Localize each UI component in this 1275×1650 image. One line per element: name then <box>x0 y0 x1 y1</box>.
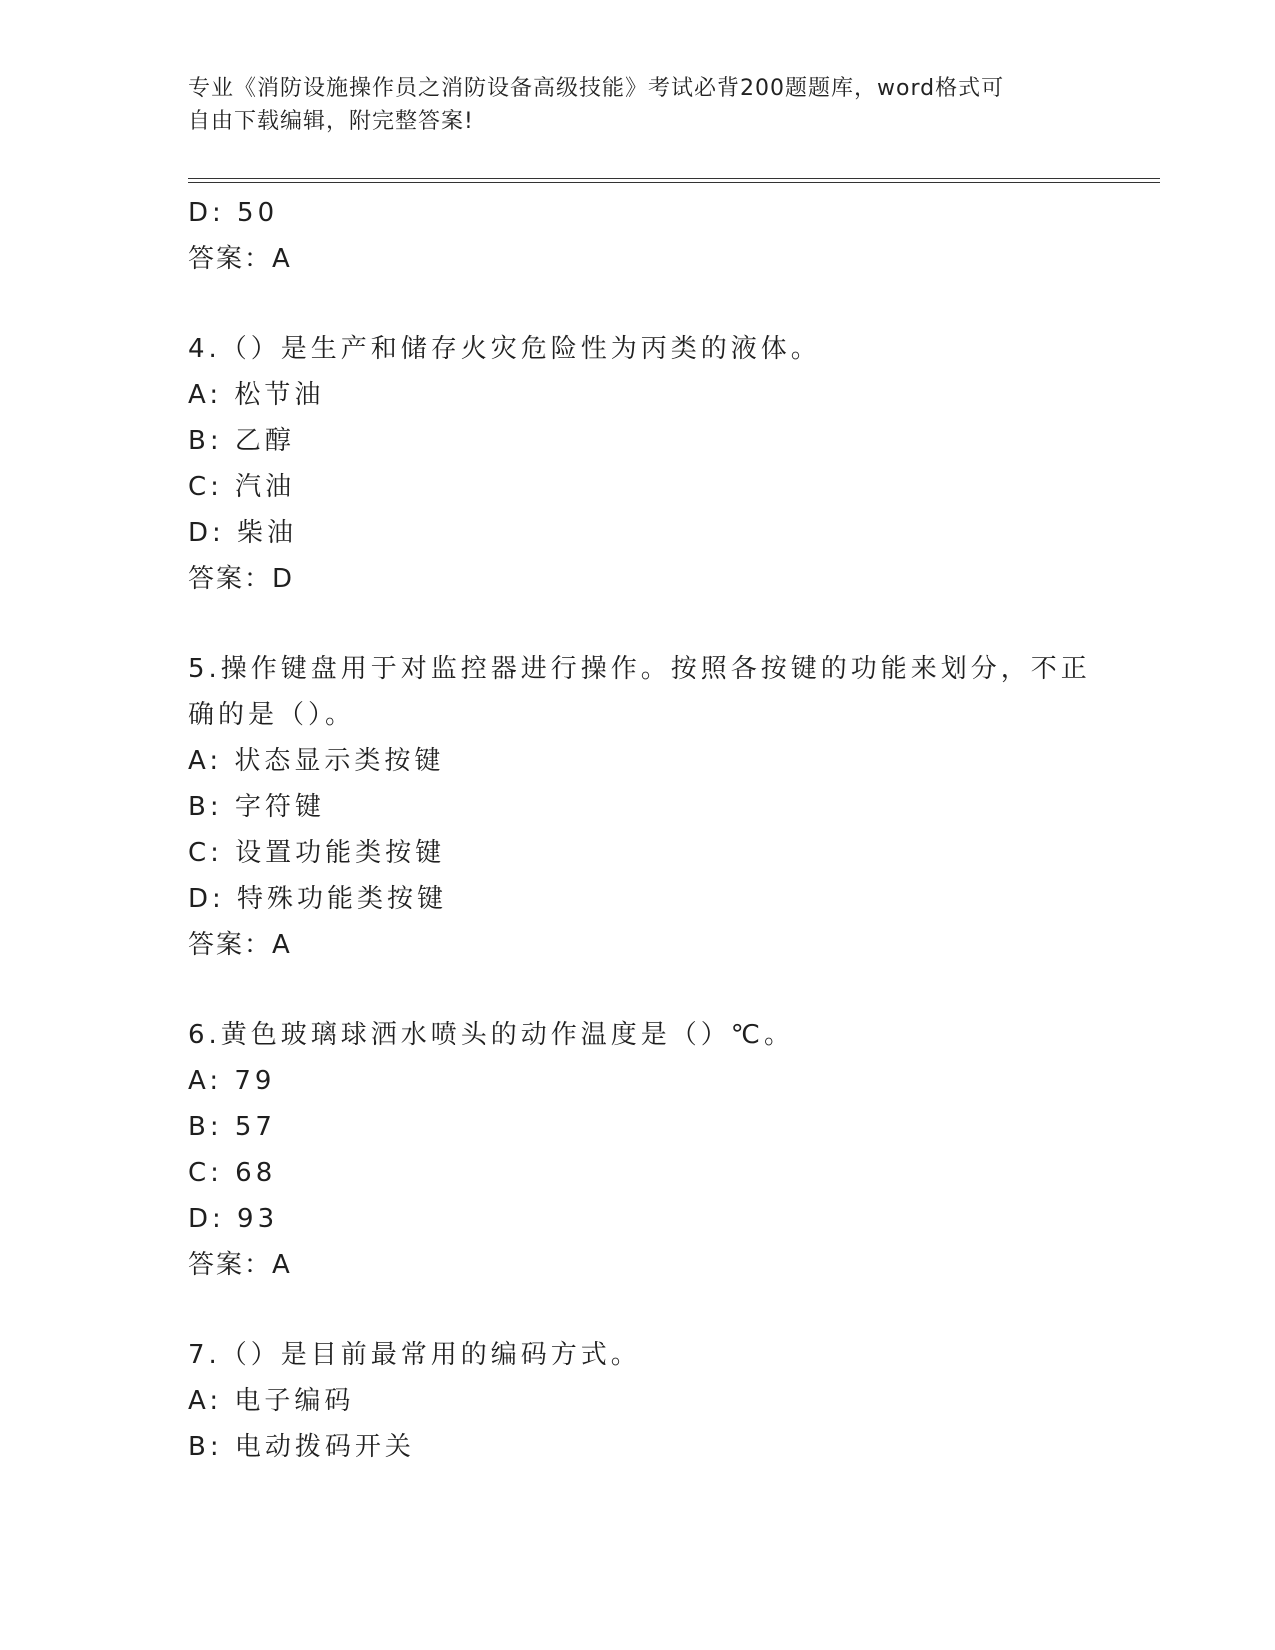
option-d: D: 50 <box>188 198 279 228</box>
question-7-option-a: A: 电子编码 <box>188 1386 355 1416</box>
question-4-stem: 4.（）是生产和储存火灾危险性为丙类的液体。 <box>188 334 821 364</box>
question-7-stem: 7.（）是目前最常用的编码方式。 <box>188 1340 641 1370</box>
question-6-answer: 答案：A <box>188 1250 292 1280</box>
header-title-line-2: 自由下载编辑，附完整答案! <box>188 109 474 134</box>
spacer <box>188 1288 1088 1332</box>
question-6-option-a: A: 79 <box>188 1066 276 1096</box>
document-header <box>188 72 1068 138</box>
question-7-option-b: B: 电动拨码开关 <box>188 1432 415 1462</box>
question-6-stem: 6.黄色玻璃球洒水喷头的动作温度是（）℃。 <box>188 1020 795 1050</box>
question-5-option-c: C: 设置功能类按键 <box>188 838 446 868</box>
answer-line: 答案：A <box>188 244 292 274</box>
spacer <box>188 602 1088 646</box>
question-5-stem-line-1: 5.操作键盘用于对监控器进行操作。按照各按键的功能来划分，不正 <box>188 654 1091 684</box>
question-5-answer: 答案：A <box>188 930 292 960</box>
question-5-option-d: D: 特殊功能类按键 <box>188 884 448 914</box>
question-5-option-b: B: 字符键 <box>188 792 325 822</box>
question-4-answer: 答案：D <box>188 564 295 594</box>
question-4-option-b: B: 乙醇 <box>188 426 295 456</box>
question-4-option-c: C: 汽油 <box>188 472 296 502</box>
question-list <box>188 190 1091 1470</box>
question-5-option-a: A: 状态显示类按键 <box>188 746 445 776</box>
question-6-option-d: D: 93 <box>188 1204 279 1234</box>
header-title-line-1: 专业《消防设施操作员之消防设备高级技能》考试必背200题题库，word格式可 <box>188 76 1005 101</box>
question-4-option-d: D: 柴油 <box>188 518 298 548</box>
question-4-option-a: A: 松节油 <box>188 380 325 410</box>
spacer <box>188 282 1088 326</box>
question-5-stem-line-2: 确的是（）。 <box>188 700 356 730</box>
question-6-option-b: B: 57 <box>188 1112 276 1142</box>
header-divider <box>188 178 1160 183</box>
question-6-option-c: C: 68 <box>188 1158 277 1188</box>
spacer <box>188 968 1088 1012</box>
